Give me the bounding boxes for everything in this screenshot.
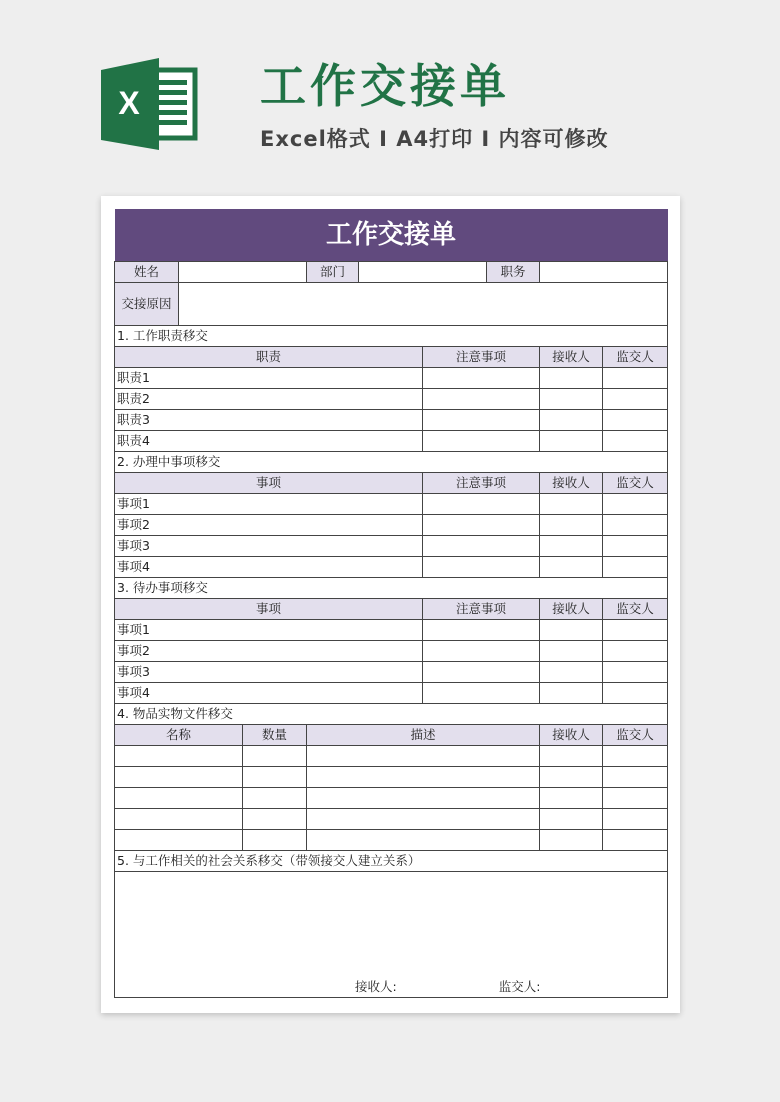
note-cell[interactable]	[423, 683, 540, 704]
name-cell[interactable]	[115, 809, 243, 830]
logo-letter: X	[118, 85, 140, 121]
table-row	[115, 368, 668, 389]
description-cell[interactable]	[307, 788, 540, 809]
name-label: 姓名	[115, 262, 179, 283]
relations-row	[115, 872, 668, 998]
reason-field[interactable]	[179, 283, 668, 326]
quantity-cell[interactable]	[243, 788, 307, 809]
column-header-note: 注意事项	[423, 599, 540, 620]
table-row	[115, 431, 668, 452]
receiver-cell[interactable]	[540, 557, 603, 578]
quantity-cell[interactable]	[243, 746, 307, 767]
column-header-note: 注意事项	[423, 473, 540, 494]
column-header-main: 事项	[115, 473, 423, 494]
receiver-sign-label: 接收人:	[355, 979, 397, 994]
receiver-cell[interactable]	[540, 389, 603, 410]
description-cell[interactable]	[307, 767, 540, 788]
supervisor-cell[interactable]	[603, 431, 668, 452]
supervisor-cell[interactable]	[603, 746, 668, 767]
reason-label: 交接原因	[115, 283, 179, 326]
section-title-row	[115, 851, 668, 872]
column-header-quantity: 数量	[243, 725, 307, 746]
receiver-cell[interactable]	[540, 830, 603, 851]
row-item[interactable]: 事项1	[115, 620, 423, 641]
supervisor-cell[interactable]	[603, 788, 668, 809]
row-item[interactable]: 事项3	[115, 662, 423, 683]
section-title-row	[115, 704, 668, 725]
column-header-receiver: 接收人	[540, 347, 603, 368]
receiver-cell[interactable]	[540, 620, 603, 641]
supervisor-cell[interactable]	[603, 536, 668, 557]
receiver-cell[interactable]	[540, 746, 603, 767]
supervisor-cell[interactable]	[603, 557, 668, 578]
column-header-row	[115, 599, 668, 620]
description-cell[interactable]	[307, 830, 540, 851]
supervisor-cell[interactable]	[603, 620, 668, 641]
table-row	[115, 788, 668, 809]
receiver-cell[interactable]	[540, 368, 603, 389]
table-row	[115, 389, 668, 410]
column-header-supervisor: 监交人	[603, 473, 668, 494]
receiver-cell[interactable]	[540, 683, 603, 704]
table-row	[115, 620, 668, 641]
receiver-cell[interactable]	[540, 494, 603, 515]
name-cell[interactable]	[115, 830, 243, 851]
relations-field[interactable]	[115, 872, 668, 998]
position-label: 职务	[487, 262, 540, 283]
name-field[interactable]	[179, 262, 307, 283]
row-item[interactable]: 事项4	[115, 683, 423, 704]
supervisor-cell[interactable]	[603, 368, 668, 389]
form-title: 工作交接单	[115, 209, 668, 262]
table-row	[115, 767, 668, 788]
row-item[interactable]: 职责3	[115, 410, 423, 431]
column-header-name: 名称	[115, 725, 243, 746]
receiver-cell[interactable]	[540, 662, 603, 683]
note-cell[interactable]	[423, 641, 540, 662]
supervisor-cell[interactable]	[603, 809, 668, 830]
section-title: 4. 物品实物文件移交	[115, 704, 668, 725]
row-item[interactable]: 事项2	[115, 515, 423, 536]
section-title-row	[115, 578, 668, 599]
supervisor-cell[interactable]	[603, 662, 668, 683]
name-cell[interactable]	[115, 746, 243, 767]
table-row	[115, 641, 668, 662]
note-cell[interactable]	[423, 494, 540, 515]
supervisor-cell[interactable]	[603, 641, 668, 662]
row-item[interactable]: 事项4	[115, 557, 423, 578]
position-field[interactable]	[540, 262, 668, 283]
column-header-main: 职责	[115, 347, 423, 368]
dept-field[interactable]	[359, 262, 487, 283]
column-header-main: 事项	[115, 599, 423, 620]
column-header-row	[115, 347, 668, 368]
note-cell[interactable]	[423, 515, 540, 536]
column-header-receiver: 接收人	[540, 725, 603, 746]
receiver-cell[interactable]	[540, 641, 603, 662]
section-title: 1. 工作职责移交	[115, 326, 668, 347]
receiver-cell[interactable]	[540, 809, 603, 830]
supervisor-cell[interactable]	[603, 494, 668, 515]
note-cell[interactable]	[423, 431, 540, 452]
section-title-row	[115, 452, 668, 473]
description-cell[interactable]	[307, 746, 540, 767]
column-header-row	[115, 725, 668, 746]
handover-form-table	[114, 209, 668, 998]
note-cell[interactable]	[423, 536, 540, 557]
column-header-supervisor: 监交人	[603, 347, 668, 368]
quantity-cell[interactable]	[243, 830, 307, 851]
table-row	[115, 557, 668, 578]
table-row	[115, 683, 668, 704]
supervisor-cell[interactable]	[603, 410, 668, 431]
dept-label: 部门	[307, 262, 359, 283]
receiver-cell[interactable]	[540, 788, 603, 809]
banner-title: 工作交接单	[260, 59, 510, 113]
supervisor-cell[interactable]	[603, 830, 668, 851]
table-row	[115, 662, 668, 683]
note-cell[interactable]	[423, 662, 540, 683]
row-item[interactable]: 职责1	[115, 368, 423, 389]
note-cell[interactable]	[423, 620, 540, 641]
table-row	[115, 536, 668, 557]
receiver-cell[interactable]	[540, 410, 603, 431]
row-item[interactable]: 事项3	[115, 536, 423, 557]
supervisor-sign-label: 监交人:	[498, 979, 541, 994]
column-header-note: 注意事项	[423, 347, 540, 368]
note-cell[interactable]	[423, 389, 540, 410]
note-cell[interactable]	[423, 557, 540, 578]
column-header-description: 描述	[307, 725, 540, 746]
supervisor-cell[interactable]	[603, 515, 668, 536]
table-row	[115, 830, 668, 851]
column-header-row	[115, 473, 668, 494]
excel-logo-icon	[101, 58, 199, 150]
row-item[interactable]: 职责4	[115, 431, 423, 452]
row-item[interactable]: 事项1	[115, 494, 423, 515]
name-cell[interactable]	[115, 767, 243, 788]
note-cell[interactable]	[423, 410, 540, 431]
receiver-cell[interactable]	[540, 536, 603, 557]
row-item[interactable]: 职责2	[115, 389, 423, 410]
quantity-cell[interactable]	[243, 767, 307, 788]
column-header-supervisor: 监交人	[603, 725, 668, 746]
section-title: 2. 办理中事项移交	[115, 452, 668, 473]
section-title: 5. 与工作相关的社会关系移交（带领接交人建立关系）	[115, 851, 668, 872]
table-row	[115, 410, 668, 431]
table-row	[115, 515, 668, 536]
receiver-cell[interactable]	[540, 515, 603, 536]
row-item[interactable]: 事项2	[115, 641, 423, 662]
banner-subtitle: Excel格式 I A4打印 I 内容可修改	[260, 127, 609, 151]
table-row	[115, 494, 668, 515]
quantity-cell[interactable]	[243, 809, 307, 830]
table-row	[115, 746, 668, 767]
supervisor-cell[interactable]	[603, 389, 668, 410]
column-header-receiver: 接收人	[540, 473, 603, 494]
description-cell[interactable]	[307, 809, 540, 830]
section-title-row	[115, 326, 668, 347]
name-cell[interactable]	[115, 788, 243, 809]
column-header-receiver: 接收人	[540, 599, 603, 620]
section-title: 3. 待办事项移交	[115, 578, 668, 599]
supervisor-cell[interactable]	[603, 683, 668, 704]
receiver-cell[interactable]	[540, 431, 603, 452]
note-cell[interactable]	[423, 368, 540, 389]
supervisor-cell[interactable]	[603, 767, 668, 788]
table-row	[115, 809, 668, 830]
receiver-cell[interactable]	[540, 767, 603, 788]
column-header-supervisor: 监交人	[603, 599, 668, 620]
